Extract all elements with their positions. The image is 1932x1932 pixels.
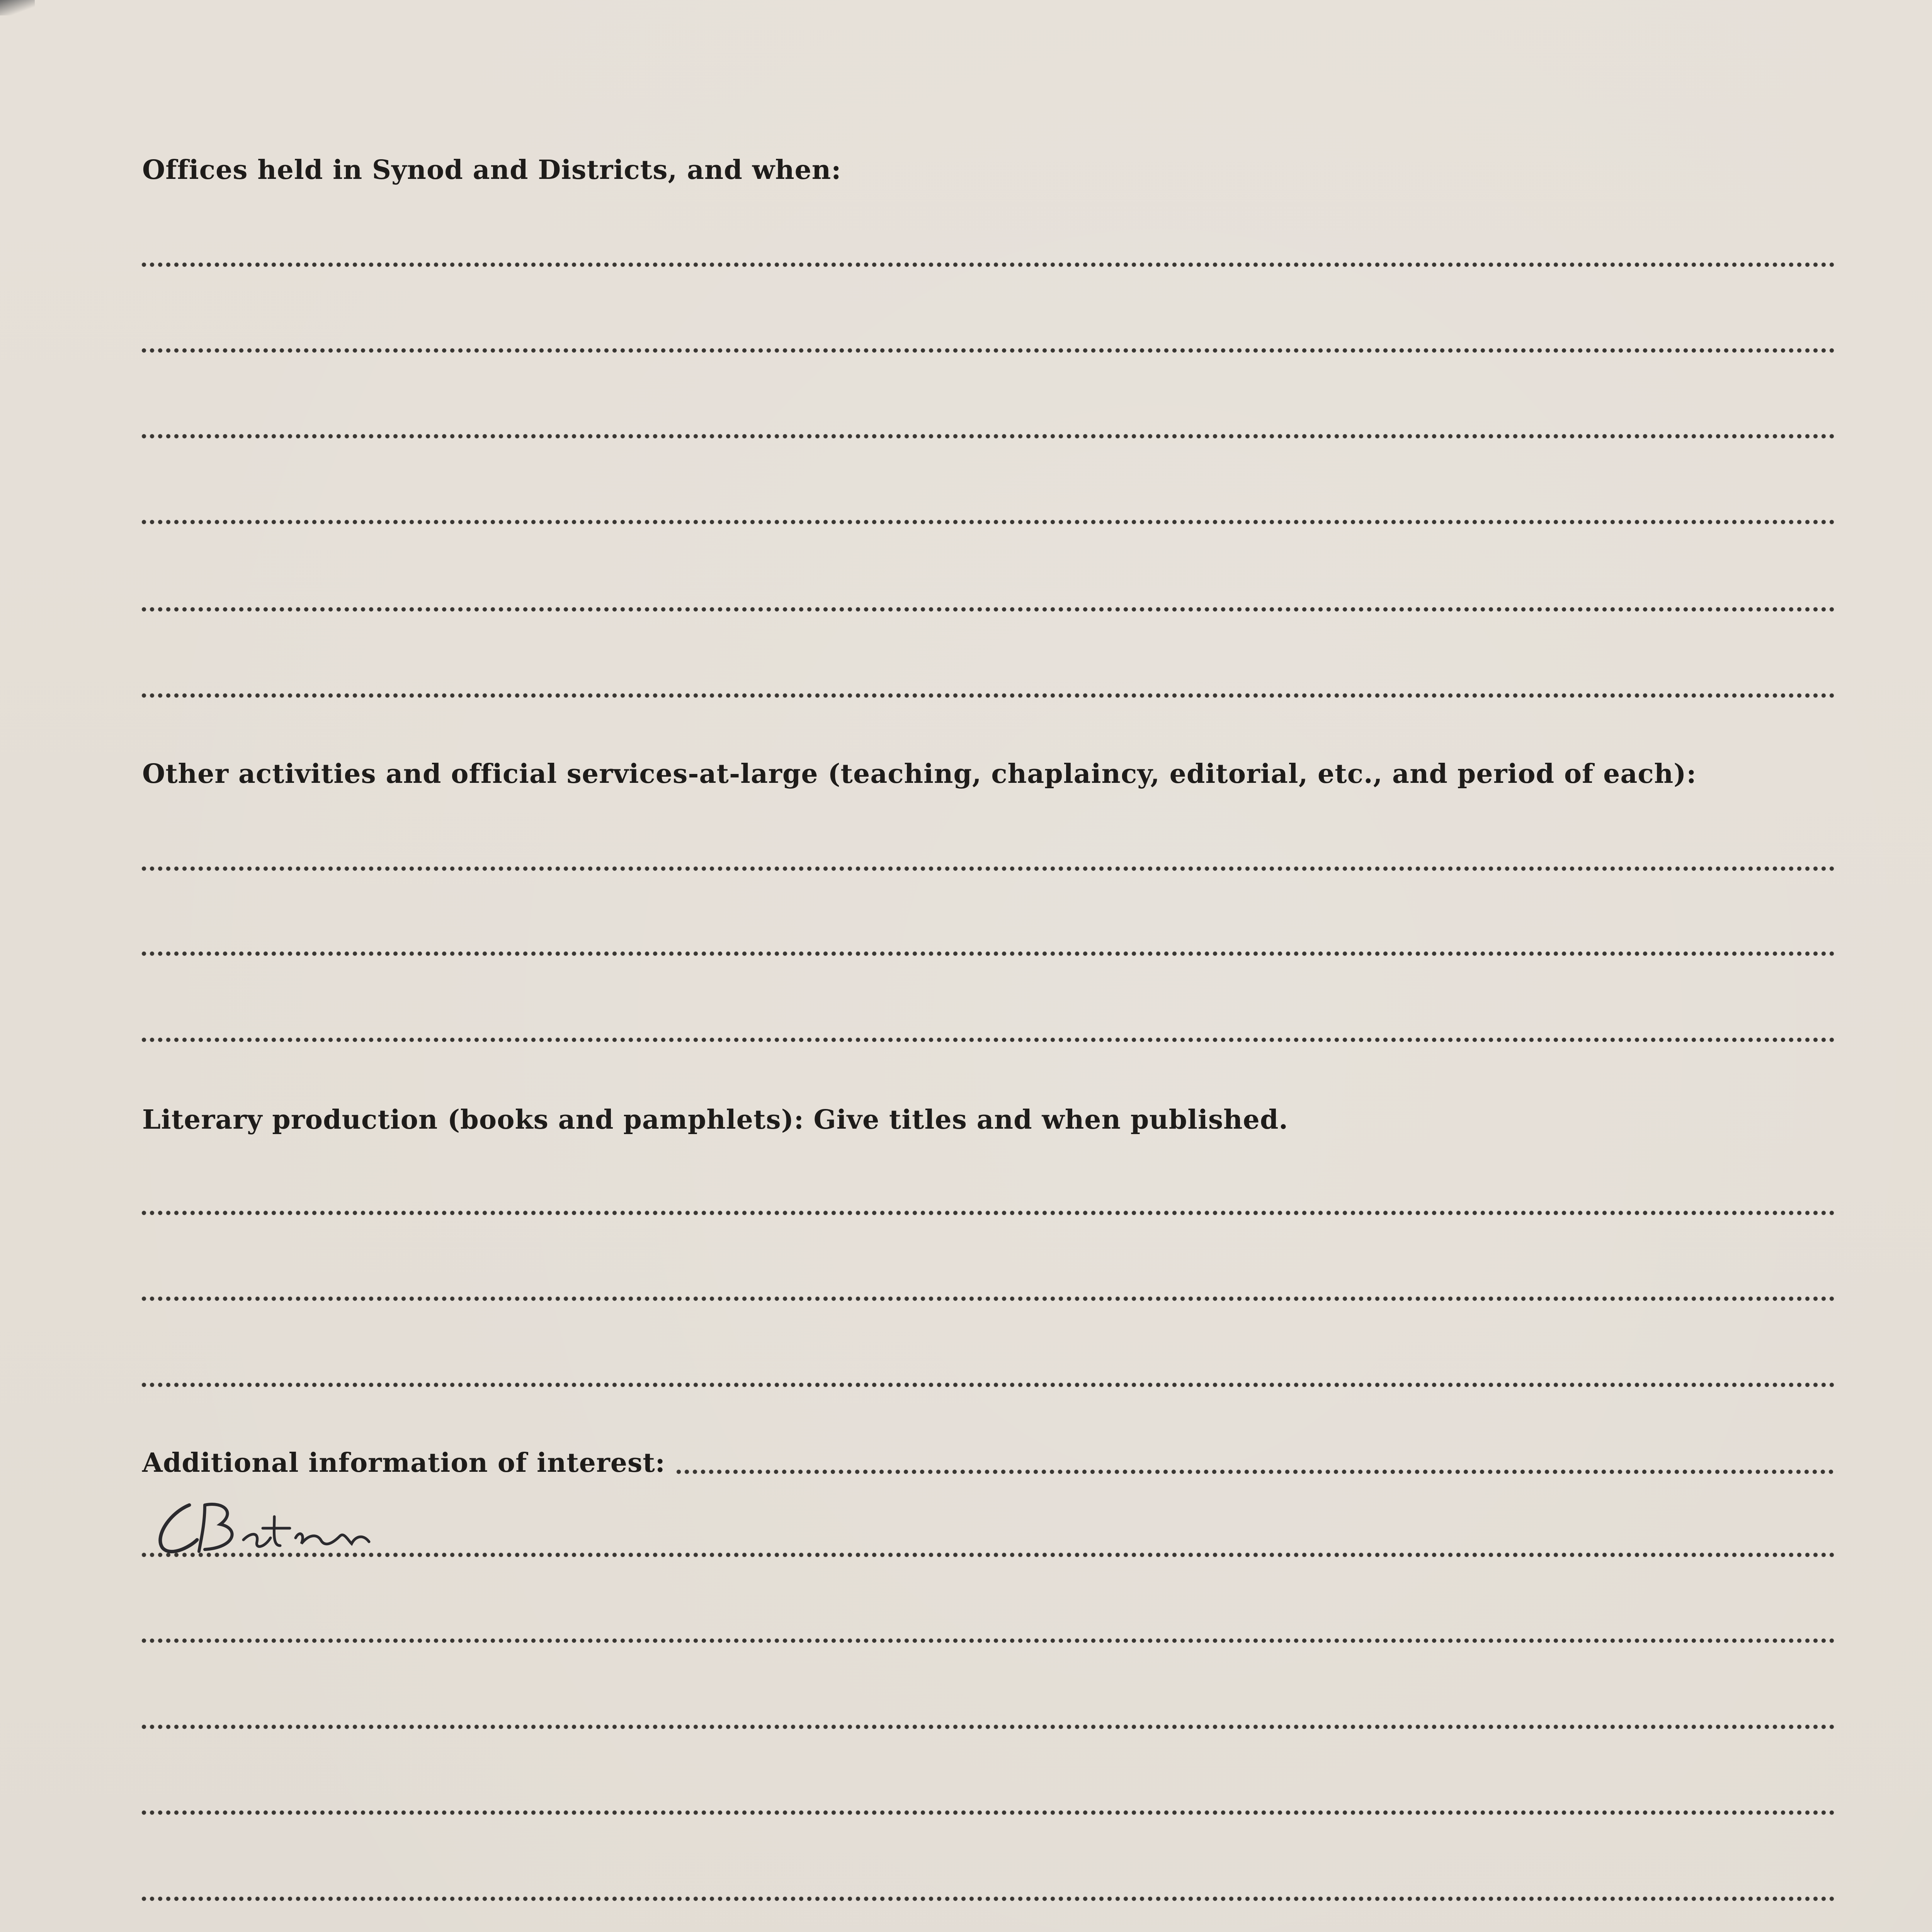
activities-line-2[interactable]: [140, 950, 1837, 957]
additional-line-2[interactable]: [140, 1637, 1837, 1644]
literary-line-1[interactable]: [140, 1209, 1837, 1216]
activities-label: Other activities and official services-at-large (teaching, chaplaincy, editorial, etc., and period of each):: [142, 759, 1697, 789]
additional-line-1[interactable]: [140, 1551, 1837, 1558]
offices-line-3[interactable]: [140, 433, 1837, 440]
offices-line-6[interactable]: [140, 692, 1837, 699]
offices-line-2[interactable]: [140, 347, 1837, 354]
offices-line-1[interactable]: [140, 261, 1837, 268]
additional-line-0[interactable]: [675, 1468, 1837, 1475]
activities-line-1[interactable]: [140, 865, 1837, 872]
handwritten-signature: [147, 1490, 394, 1567]
additional-line-3[interactable]: [140, 1723, 1837, 1730]
additional-line-5[interactable]: [140, 1895, 1837, 1902]
additional-line-4[interactable]: [140, 1809, 1837, 1816]
activities-line-3[interactable]: [140, 1036, 1837, 1043]
offices-label: Offices held in Synod and Districts, and when:: [142, 155, 842, 185]
offices-line-4[interactable]: [140, 519, 1837, 526]
corner-mark: [0, 0, 35, 15]
additional-label: Additional information of interest:: [142, 1447, 665, 1478]
offices-line-5[interactable]: [140, 606, 1837, 613]
literary-line-3[interactable]: [140, 1381, 1837, 1388]
literary-label: Literary production (books and pamphlets): Give titles and when published.: [142, 1104, 1289, 1135]
literary-line-2[interactable]: [140, 1295, 1837, 1302]
